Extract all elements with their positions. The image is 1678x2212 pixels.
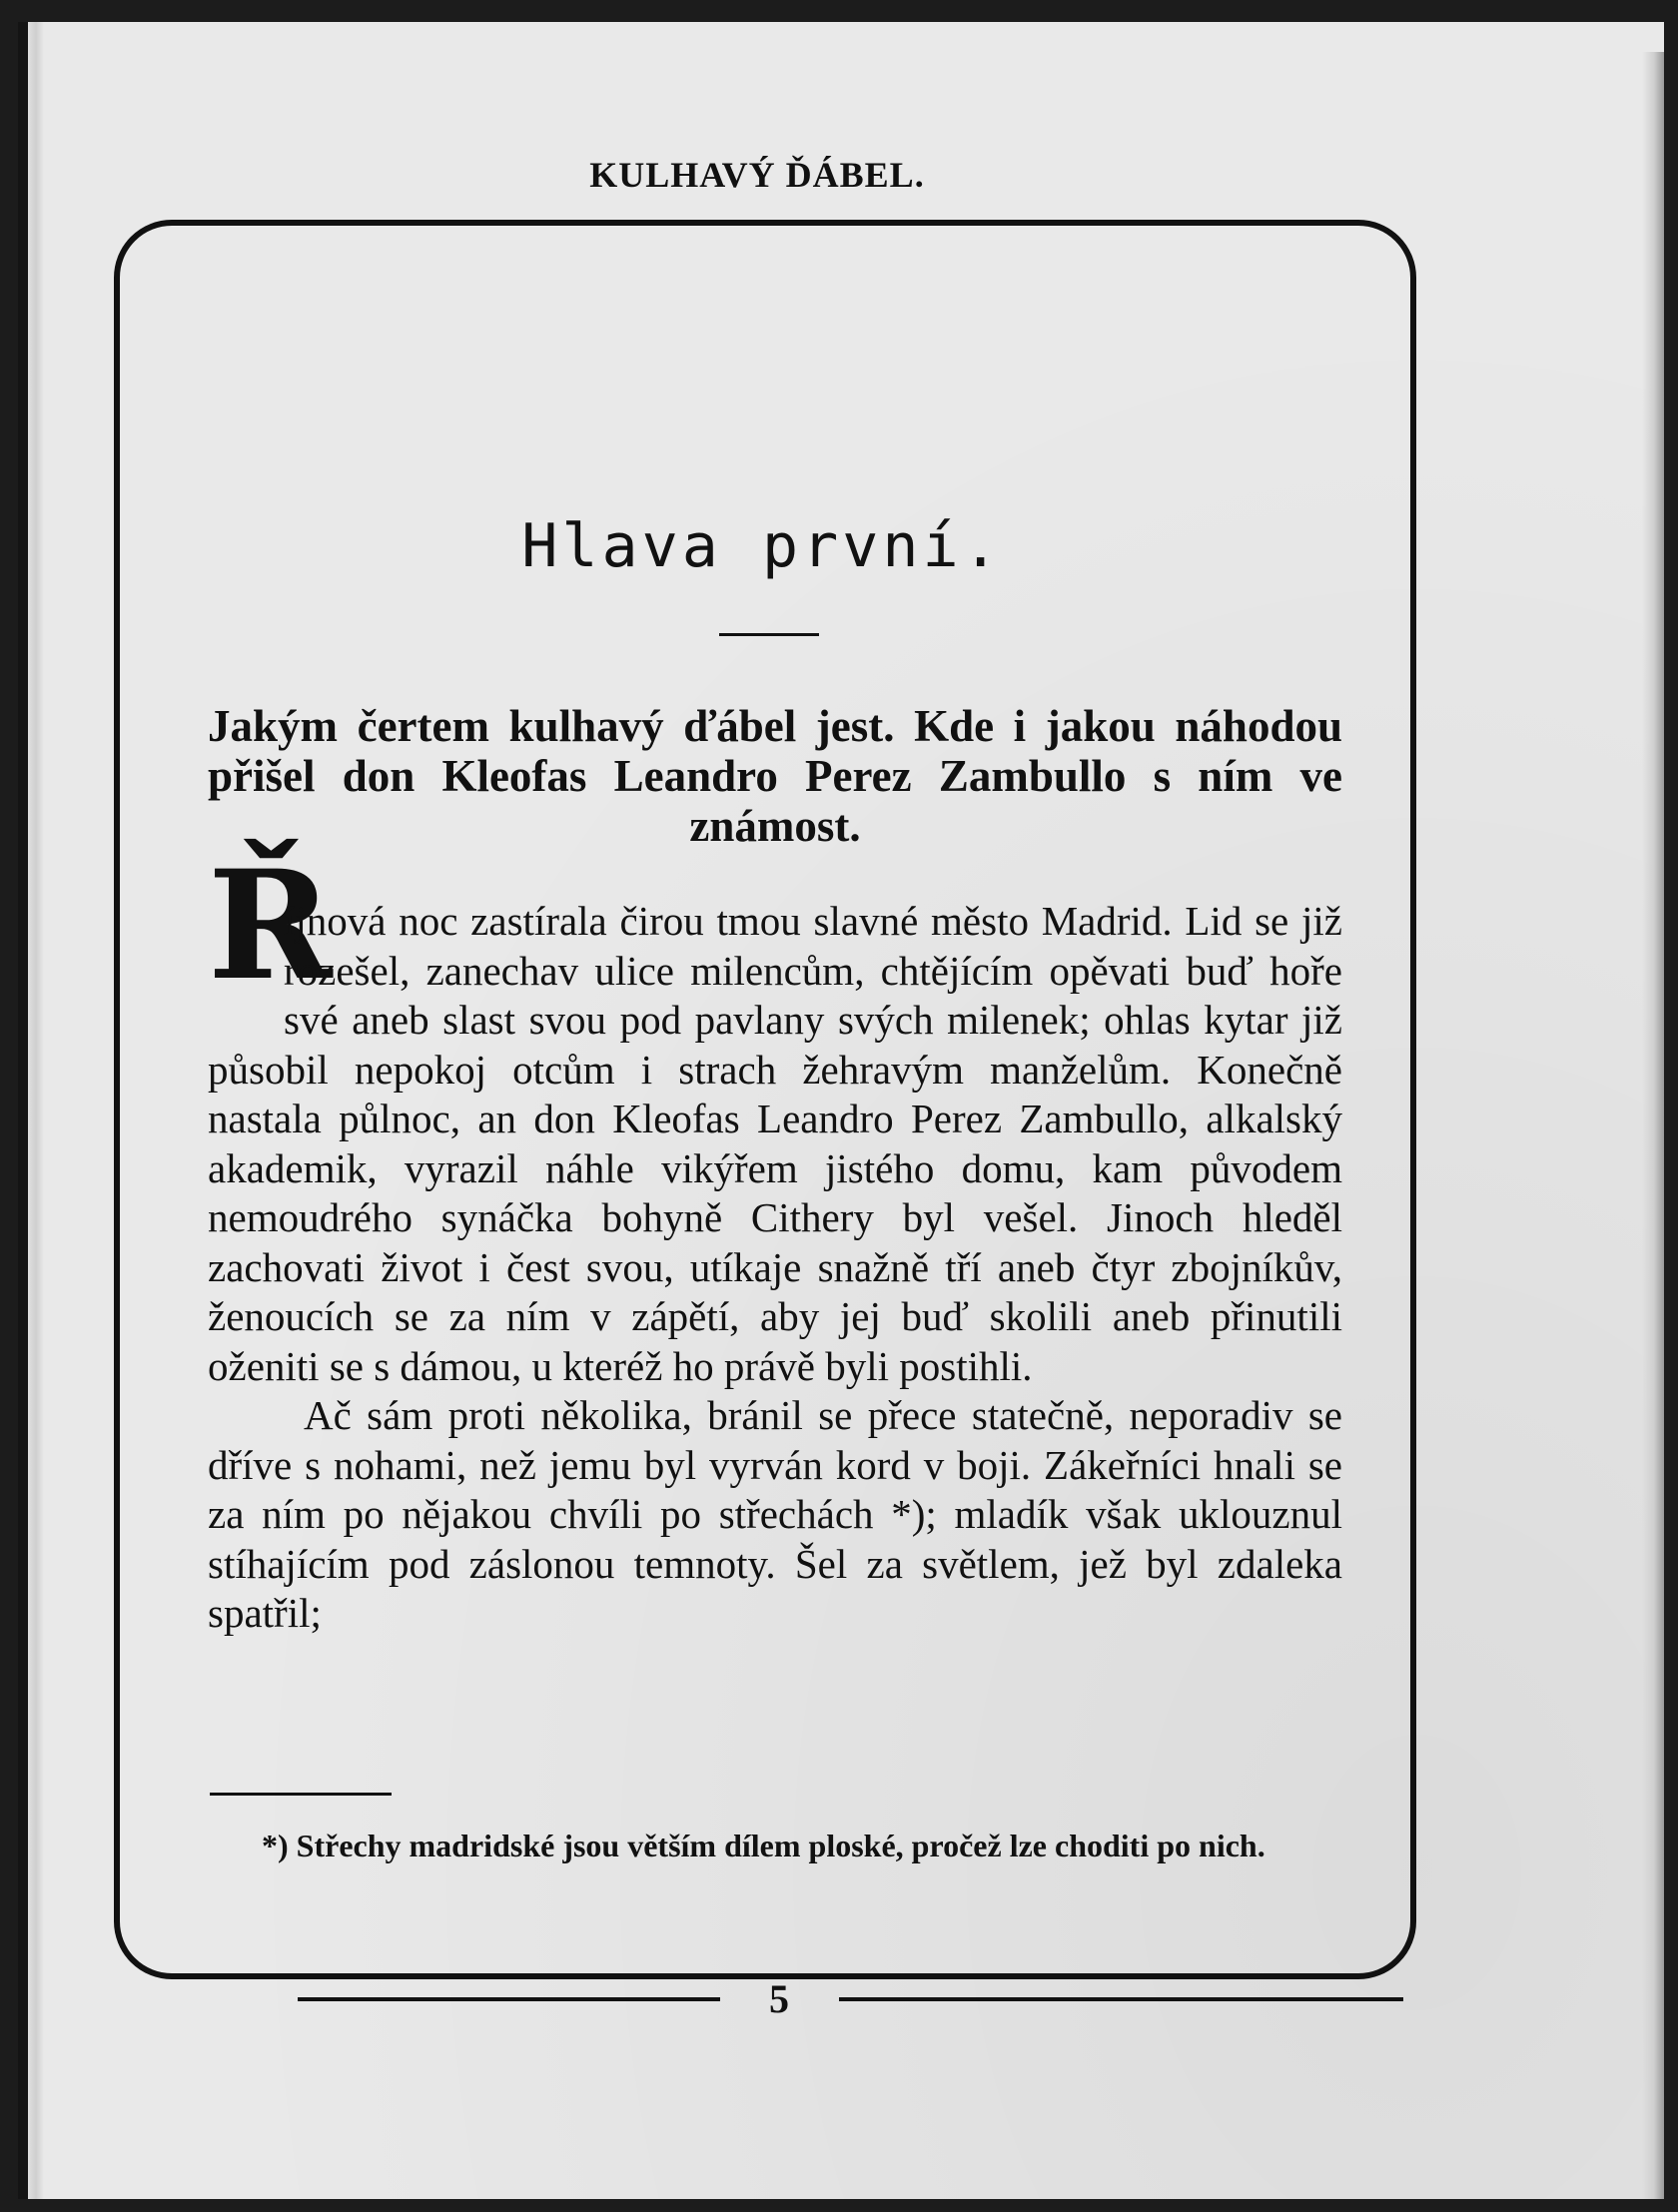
drop-cap: Ř — [208, 838, 333, 1014]
body-text — [208, 838, 1342, 1639]
book-spine-shadow — [18, 22, 44, 2199]
paragraph-1-text: íjnová noc zastírala čirou tmou slavné město Madrid. Lid se již rozešel, zanechav ulice milencům, chtějícím opěvati buď hoře své aneb slast svou pod pavlany svých milenek; ohlas kytar již působil nepokoj otcům i strach žehravým manželům. Konečně nastala půlnoc, an don Kleofas Leandro Perez Zambullo, alkalský akademik, vyrazil náhle vikýřem jistého domu, kam původem nemoudrého synáčka bohyně Cithery byl vešel. Jinoch hleděl zachovati život i čest svou, utíkaje snažně tří aneb čtyr zbojníkův, ženoucích se za ním v zápětí, aby jej buď skolili aneb přinutili oženiti se s dámou, u kteréž ho právě byli postihli. — [208, 898, 1342, 1389]
title-rule — [719, 633, 819, 636]
folio-rule-left — [298, 1997, 720, 2001]
paragraph-2: Ač sám proti několika, bránil se přece statečně, neporadiv se dříve s nohami, než jemu byl vyrván kord v boji. Zákeřníci hnali se za ním po nějakou chvíli po střechách *); mladík však uklouznul stíhajícím pod záslonou temnoty. Šel za světlem, jež byl zdaleka spatřil; — [208, 1392, 1342, 1636]
chapter-summary: Jakým čertem kulhavý ďábel jest. Kde i jakou náhodou přišel don Kleofas Leandro Perez Zambullo s ním ve známost. — [208, 701, 1342, 851]
paragraph-1 — [208, 838, 1342, 1391]
book-page — [18, 22, 1664, 2199]
page-number: 5 — [769, 1976, 789, 2021]
page-edge-shadow — [1642, 52, 1664, 2199]
footnote-rule — [210, 1793, 392, 1796]
chapter-title: Hlava první. — [521, 511, 1003, 581]
folio-rule-right — [839, 1997, 1403, 2001]
running-head: KULHAVÝ ĎÁBEL. — [589, 155, 925, 195]
footnote: *) Střechy madridské jsou větším dílem ploské, pročež lze choditi po nich. — [262, 1828, 1265, 1863]
